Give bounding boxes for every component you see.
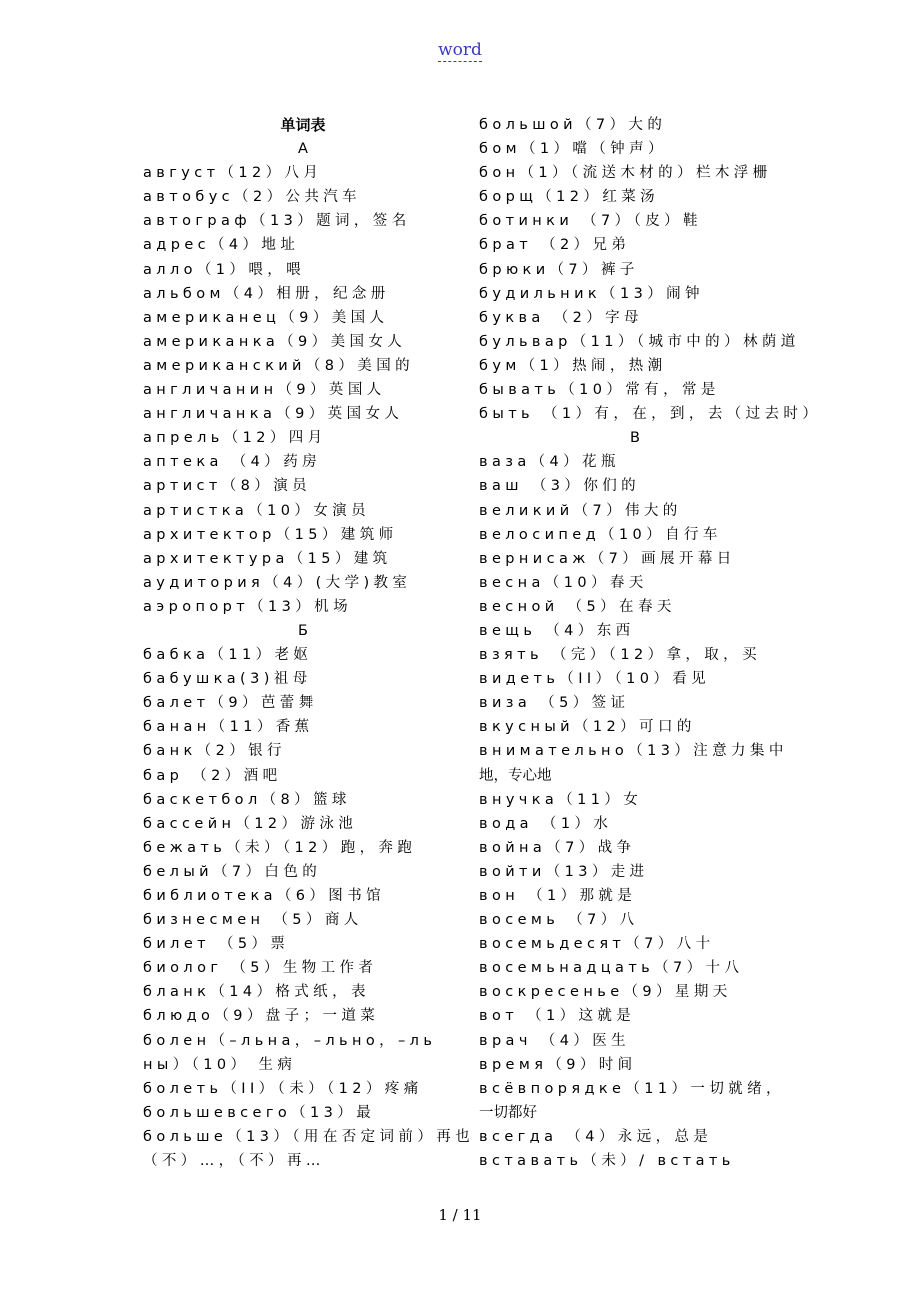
- vocabulary-entry: альбом（4）相册，纪念册: [143, 285, 390, 302]
- vocabulary-column-right: [479, 113, 822, 1173]
- vocabulary-entry: восемьнадцать（7）十八: [479, 960, 744, 977]
- vocabulary-entry: вода （1）水: [479, 815, 613, 832]
- vocabulary-entry: бум（1）热闹，热潮: [479, 357, 667, 374]
- vocabulary-entry: будильник（13）闹钟: [479, 285, 704, 302]
- vocabulary-entry: большой（7）大的: [479, 117, 667, 133]
- vocabulary-entry: бежать（未）（12）跑，奔跑: [143, 839, 417, 856]
- vocabulary-entry: библиотека（6）图书馆: [143, 888, 386, 904]
- vocabulary-entry: вон （1）那就是: [479, 888, 637, 904]
- vocabulary-entry: война（7）战争: [479, 839, 636, 856]
- vocabulary-entry: белый（7）白色的: [143, 863, 322, 880]
- header-link[interactable]: word: [438, 40, 482, 60]
- vocabulary-entry: бабка（11）老妪: [143, 647, 313, 664]
- vocabulary-entry: архитектор（15）建筑师: [143, 526, 398, 543]
- vocabulary-entry: бабушка(3)祖母: [143, 671, 312, 688]
- vocabulary-entry: американка（9）美国女人: [143, 333, 407, 350]
- vocabulary-entry: весна（10）春天: [479, 574, 648, 591]
- vocabulary-entry: ваза（4）花瓶: [479, 454, 620, 471]
- vocabulary-entry: аптека （4）药房: [143, 454, 322, 471]
- page-number: 1 / 11: [438, 1206, 482, 1224]
- vocabulary-entry: адрес（4）地址: [143, 237, 300, 254]
- vocabulary-entry: балет（9）芭蕾舞: [143, 695, 318, 712]
- vocabulary-entry: артист（8）演员: [143, 478, 312, 495]
- vocabulary-entry: банан（11）香蕉: [143, 719, 314, 736]
- vocabulary-entry: бланк（14）格式纸，表: [143, 984, 370, 1001]
- vocabulary-entry: вещь （4）东西: [479, 622, 635, 639]
- vocabulary-entry: автограф（13）题词，签名: [143, 213, 411, 230]
- vocabulary-entry: ботинки （7）（皮）鞋: [479, 213, 702, 230]
- vocabulary-entry: всёвпорядке（11）一切就绪，: [479, 1080, 785, 1097]
- vocabulary-entry: бон（1）（流送木材的）栏木浮栅: [479, 165, 772, 182]
- vocabulary-entry: большевсего（13）最: [143, 1104, 376, 1121]
- vocabulary-entry: бассейн（12）游泳池: [143, 815, 358, 832]
- vocabulary-entry: англичанка（9）英国女人: [143, 406, 404, 423]
- vocabulary-entry: апрель（12）四月: [143, 430, 327, 447]
- vocabulary-entry: вот （1）这就是: [479, 1008, 636, 1025]
- vocabulary-entry: биолог （5）生物工作者: [143, 960, 378, 977]
- vocabulary-entry: воскресенье（9）星期天: [479, 984, 732, 1001]
- vocabulary-entry: ны）（10） 生病: [143, 1056, 297, 1073]
- page-header: [0, 40, 920, 60]
- vocabulary-entry: билет （5）票: [143, 936, 290, 953]
- vocabulary-entry: болеть（II）（未）（12）疼痛: [143, 1080, 423, 1097]
- vocabulary-entry: восемь （7）八: [479, 912, 639, 929]
- vocabulary-entry: буква （2）字母: [479, 309, 643, 326]
- vocabulary-entry: великий（7）伟大的: [479, 502, 682, 519]
- vocabulary-entry: бывать（10）常有，常是: [479, 382, 720, 399]
- vocabulary-entry: аудитория（4）(大学)教室: [143, 574, 412, 591]
- vocabulary-entry: внимательно（13）注意力集中: [479, 743, 788, 760]
- vocabulary-entry: банк（2）银行: [143, 743, 286, 760]
- vocabulary-entry: август（12）八月: [143, 165, 323, 182]
- vocabulary-entry: врач （4）医生: [479, 1032, 631, 1049]
- vocabulary-entry: восемьдесят（7）八十: [479, 936, 715, 953]
- vocabulary-entry: бом（1）噹（钟声）: [479, 141, 667, 158]
- vocabulary-entry: борщ（12）红菜汤: [479, 189, 660, 206]
- vocabulary-entry: ваш （3）你们的: [479, 478, 641, 495]
- vocabulary-entry: вкусный（12）可口的: [479, 719, 696, 736]
- vocabulary-entry: всегда （4）永远，总是: [479, 1128, 713, 1145]
- vocabulary-entry: （不）…，（不）再…: [143, 1153, 325, 1170]
- vocabulary-entry: 地，专心地: [479, 767, 552, 784]
- vocabulary-entry: больше（13）（用在否定词前）再也: [143, 1128, 475, 1145]
- vocabulary-entry: вернисаж（7）画展开幕日: [479, 550, 736, 567]
- vocabulary-entry: англичанин（9）英国人: [143, 382, 386, 399]
- vocabulary-entry: видеть（II）（10）看见: [479, 671, 711, 688]
- section-letter: Б: [298, 622, 308, 639]
- vocabulary-entry: баскетбол（8）篮球: [143, 791, 351, 808]
- vocabulary-entry: американец（9）美国人: [143, 309, 389, 326]
- vocabulary-entry: взять （完）（12）拿，取，买: [479, 647, 761, 664]
- vocabulary-entry: аэропорт（13）机场: [143, 598, 352, 615]
- vocabulary-entry: виза （5）签证: [479, 695, 630, 712]
- vocabulary-entry: вставать（未）/ встать: [479, 1153, 735, 1170]
- vocabulary-entry: брат （2）兄弟: [479, 237, 631, 254]
- vocabulary-entry: время（9）时间: [479, 1056, 637, 1073]
- vocabulary-entry: алло（1）喂，喂: [143, 261, 306, 278]
- vocabulary-entry: войти（13）走进: [479, 863, 649, 880]
- section-letter: А: [298, 141, 308, 158]
- vocabulary-entry: артистка（10）女演员: [143, 502, 370, 519]
- vocabulary-entry: брюки（7）裤子: [479, 261, 639, 278]
- vocabulary-entry: автобус（2）公共汽车: [143, 189, 362, 206]
- vocabulary-entry: блюдо（9）盘子；一道菜: [143, 1008, 380, 1025]
- vocabulary-entry: бизнесмен （5）商人: [143, 912, 363, 929]
- vocabulary-entry: быть （1）有，在，到，去（过去时）: [479, 406, 822, 423]
- vocabulary-entry: бар （2）酒吧: [143, 767, 282, 784]
- vocabulary-entry: внучка（11）女: [479, 791, 643, 808]
- vocabulary-entry: велосипед（10）自行车: [479, 526, 722, 543]
- vocabulary-title: 单词表: [280, 116, 326, 134]
- vocabulary-entry: весной （5）在春天: [479, 598, 676, 615]
- vocabulary-entry: 一切都好: [479, 1104, 537, 1121]
- vocabulary-entry: американский（8）美国的: [143, 357, 414, 374]
- vocabulary-column-left: [143, 113, 475, 1173]
- vocabulary-entry: архитектура（15）建筑: [143, 550, 392, 567]
- vocabulary-entry: бульвар（11）（城市中的）林荫道: [479, 333, 800, 350]
- vocabulary-entry: болен（–льна，–льно，–ль: [143, 1032, 437, 1049]
- section-letter: В: [630, 430, 640, 447]
